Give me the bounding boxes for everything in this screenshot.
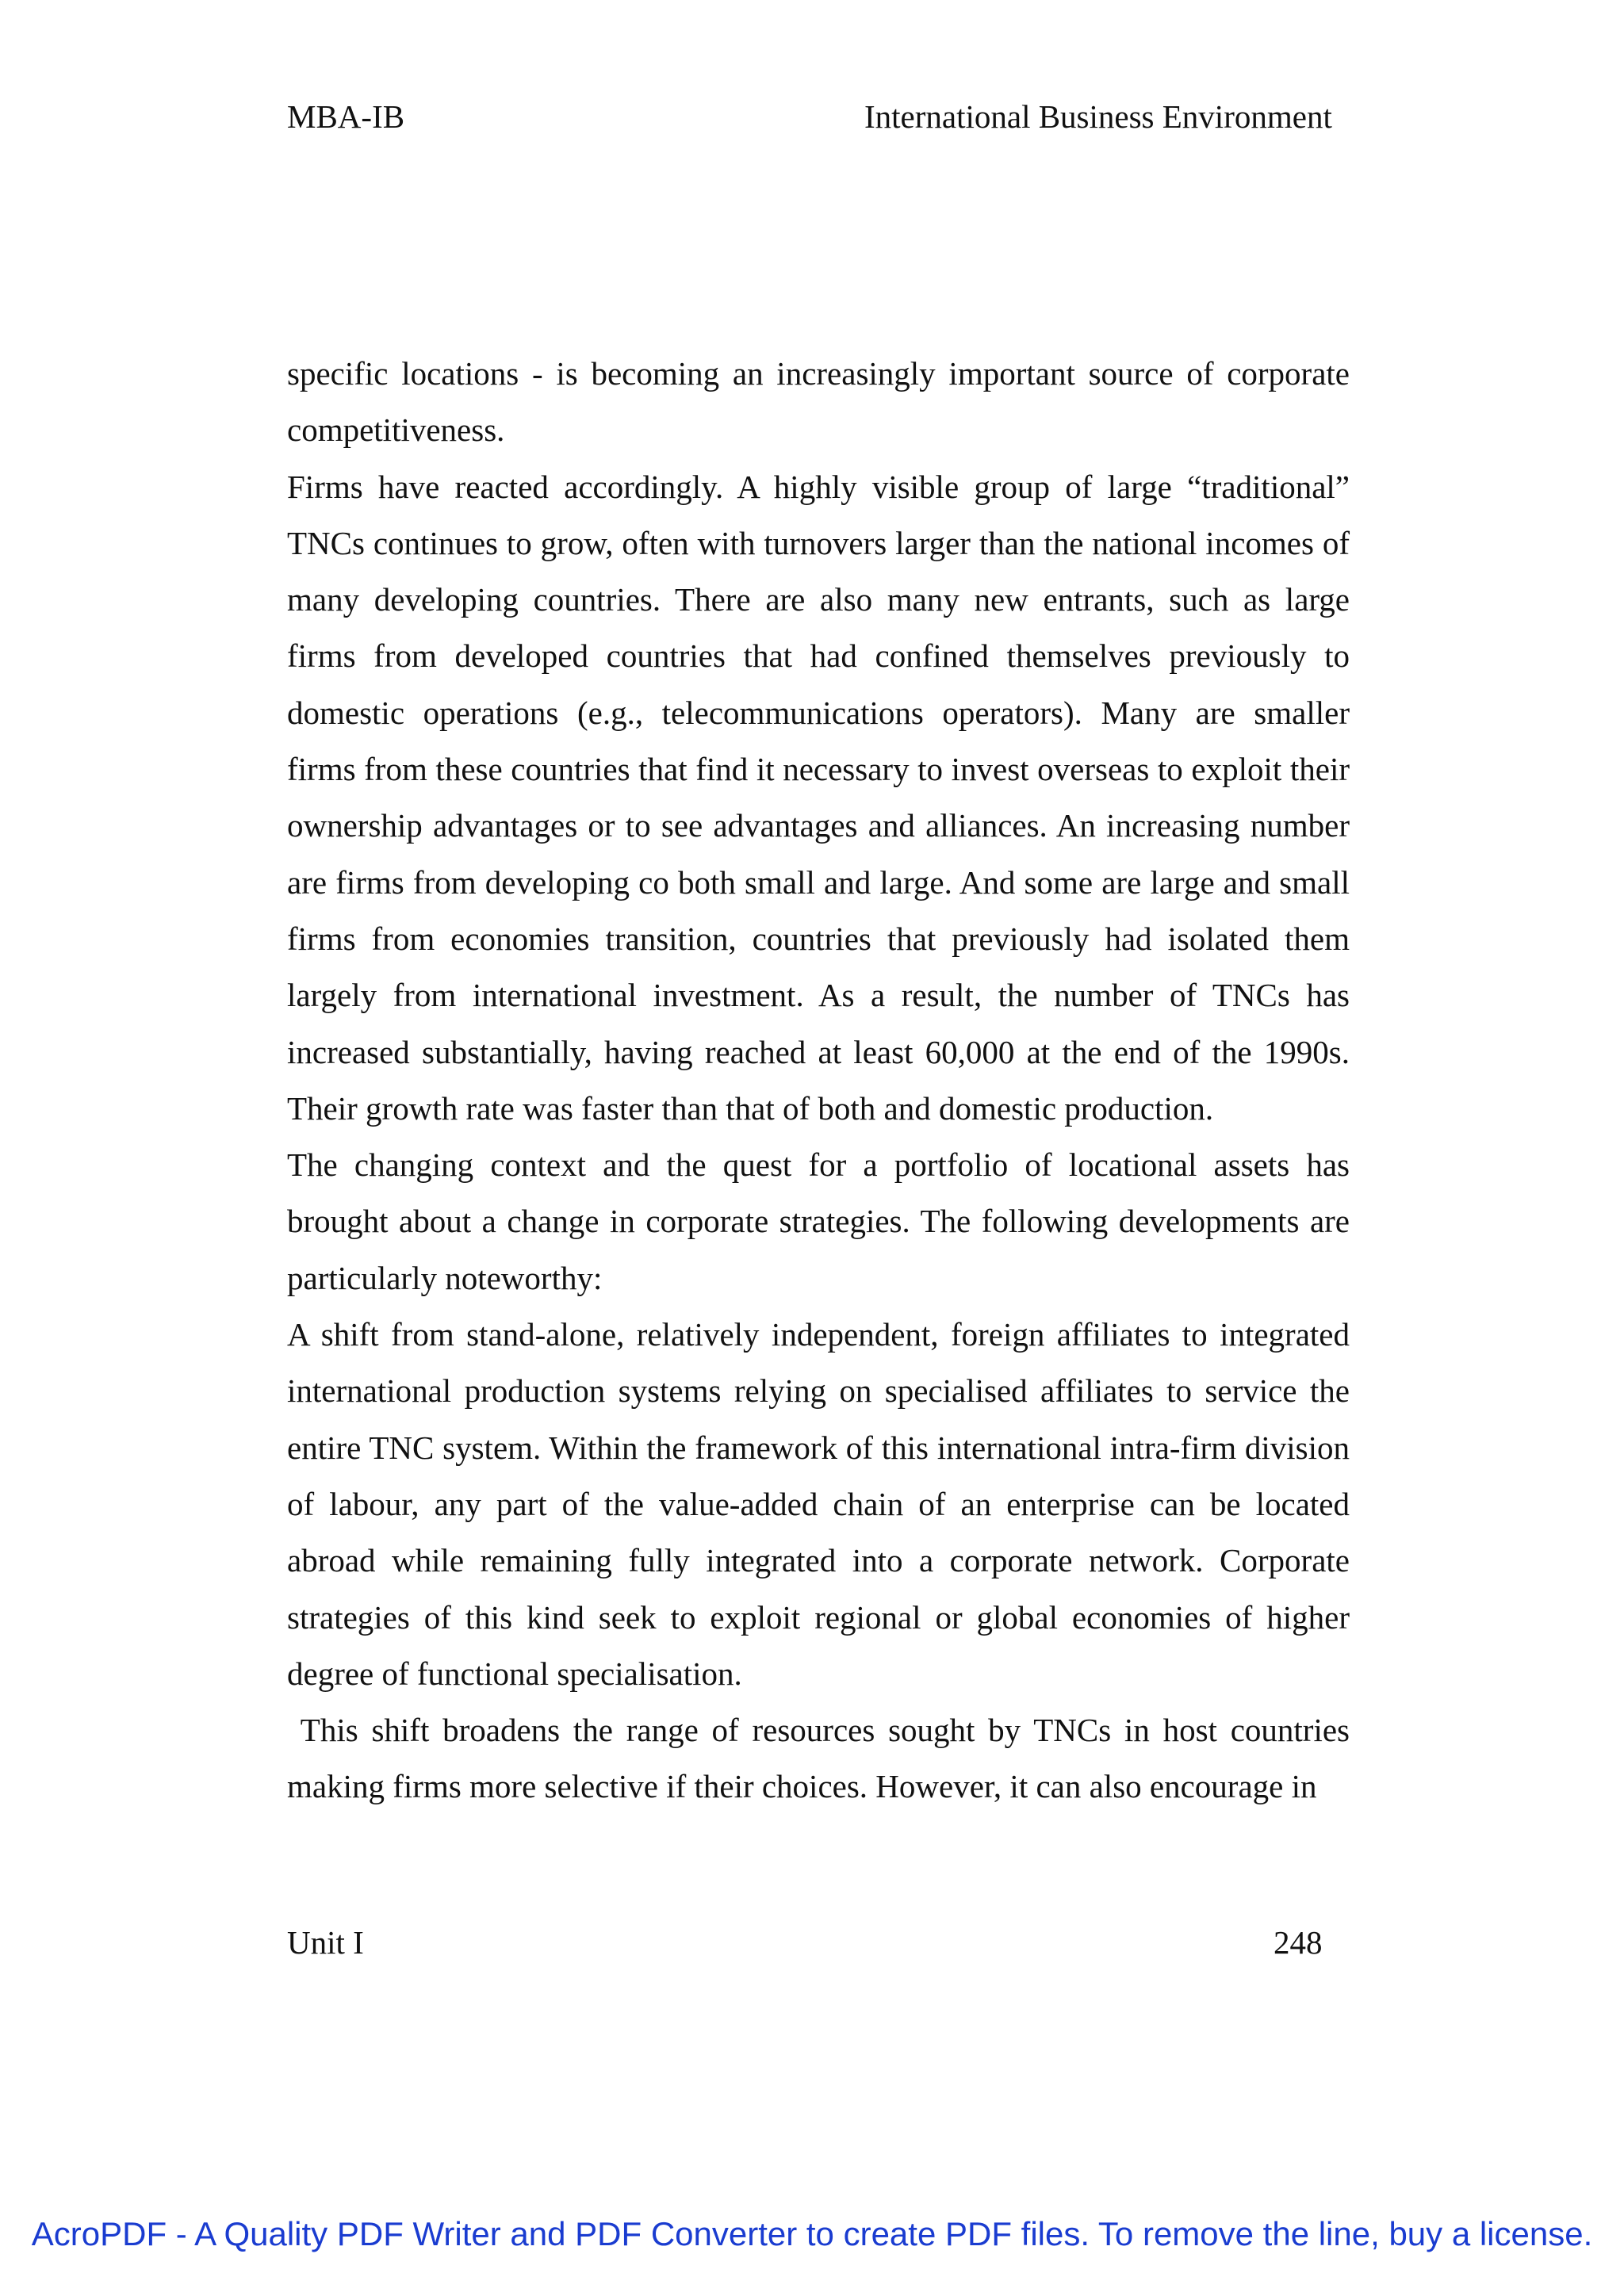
paragraph-2: Firms have reacted accordingly. A highly visible group of large “traditional” TNCs continues to grow, often with turnovers larger than the national incomes of many developing countries. There are also many new entrants, such as large firms from developed countries that had confined themselves previously to domestic operations (e.g., telecommunications operators). Many are smaller firms from these countries that find it necessary to invest overseas to exploit their ownership advantages or to see advantages and alliances. An increasing number are firms from developing co both small and large. And some are large and small firms from economies transition, countries that previously had isolated them largely from international investment. As a result, the number of TNCs has increased substantially, having reached at least 60,000 at the end of the 1990s. Their growth rate was faster than that of both and domestic production.	[287, 468, 1350, 1127]
paragraph-4: A shift from stand-alone, relatively independent, foreign affiliates to integrated international production systems relying on specialised affiliates to service the entire TNC system. Within the framework of this international intra-firm division of labour, any part of the value-added chain of an enterprise can be located abroad while remaining fully integrated into a corporate network. Corporate strategies of this kind seek to exploit regional or global economies of higher degree of functional specialisation.	[287, 1316, 1350, 1692]
running-header-course: MBA-IB	[287, 98, 405, 135]
footer-unit: Unit I	[287, 1924, 364, 1961]
paragraph-5: This shift broadens the range of resources sought by TNCs in host countries making firms more selective if their choices. However, it can also encourage in	[287, 1712, 1358, 1805]
acropdf-watermark: AcroPDF - A Quality PDF Writer and PDF Converter to create PDF files. To remove the line, buy a license.	[31, 2215, 1593, 2252]
running-header-title: International Business Environment	[864, 98, 1332, 135]
paragraph-1: specific locations - is becoming an increasingly important source of corporate competitiveness.	[287, 355, 1350, 449]
body-text	[287, 346, 1358, 1816]
paragraph-3: The changing context and the quest for a portfolio of locational assets has brought about a change in corporate strategies. The following developments are particularly noteworthy:	[287, 1146, 1350, 1296]
page-number: 248	[1274, 1924, 1323, 1961]
